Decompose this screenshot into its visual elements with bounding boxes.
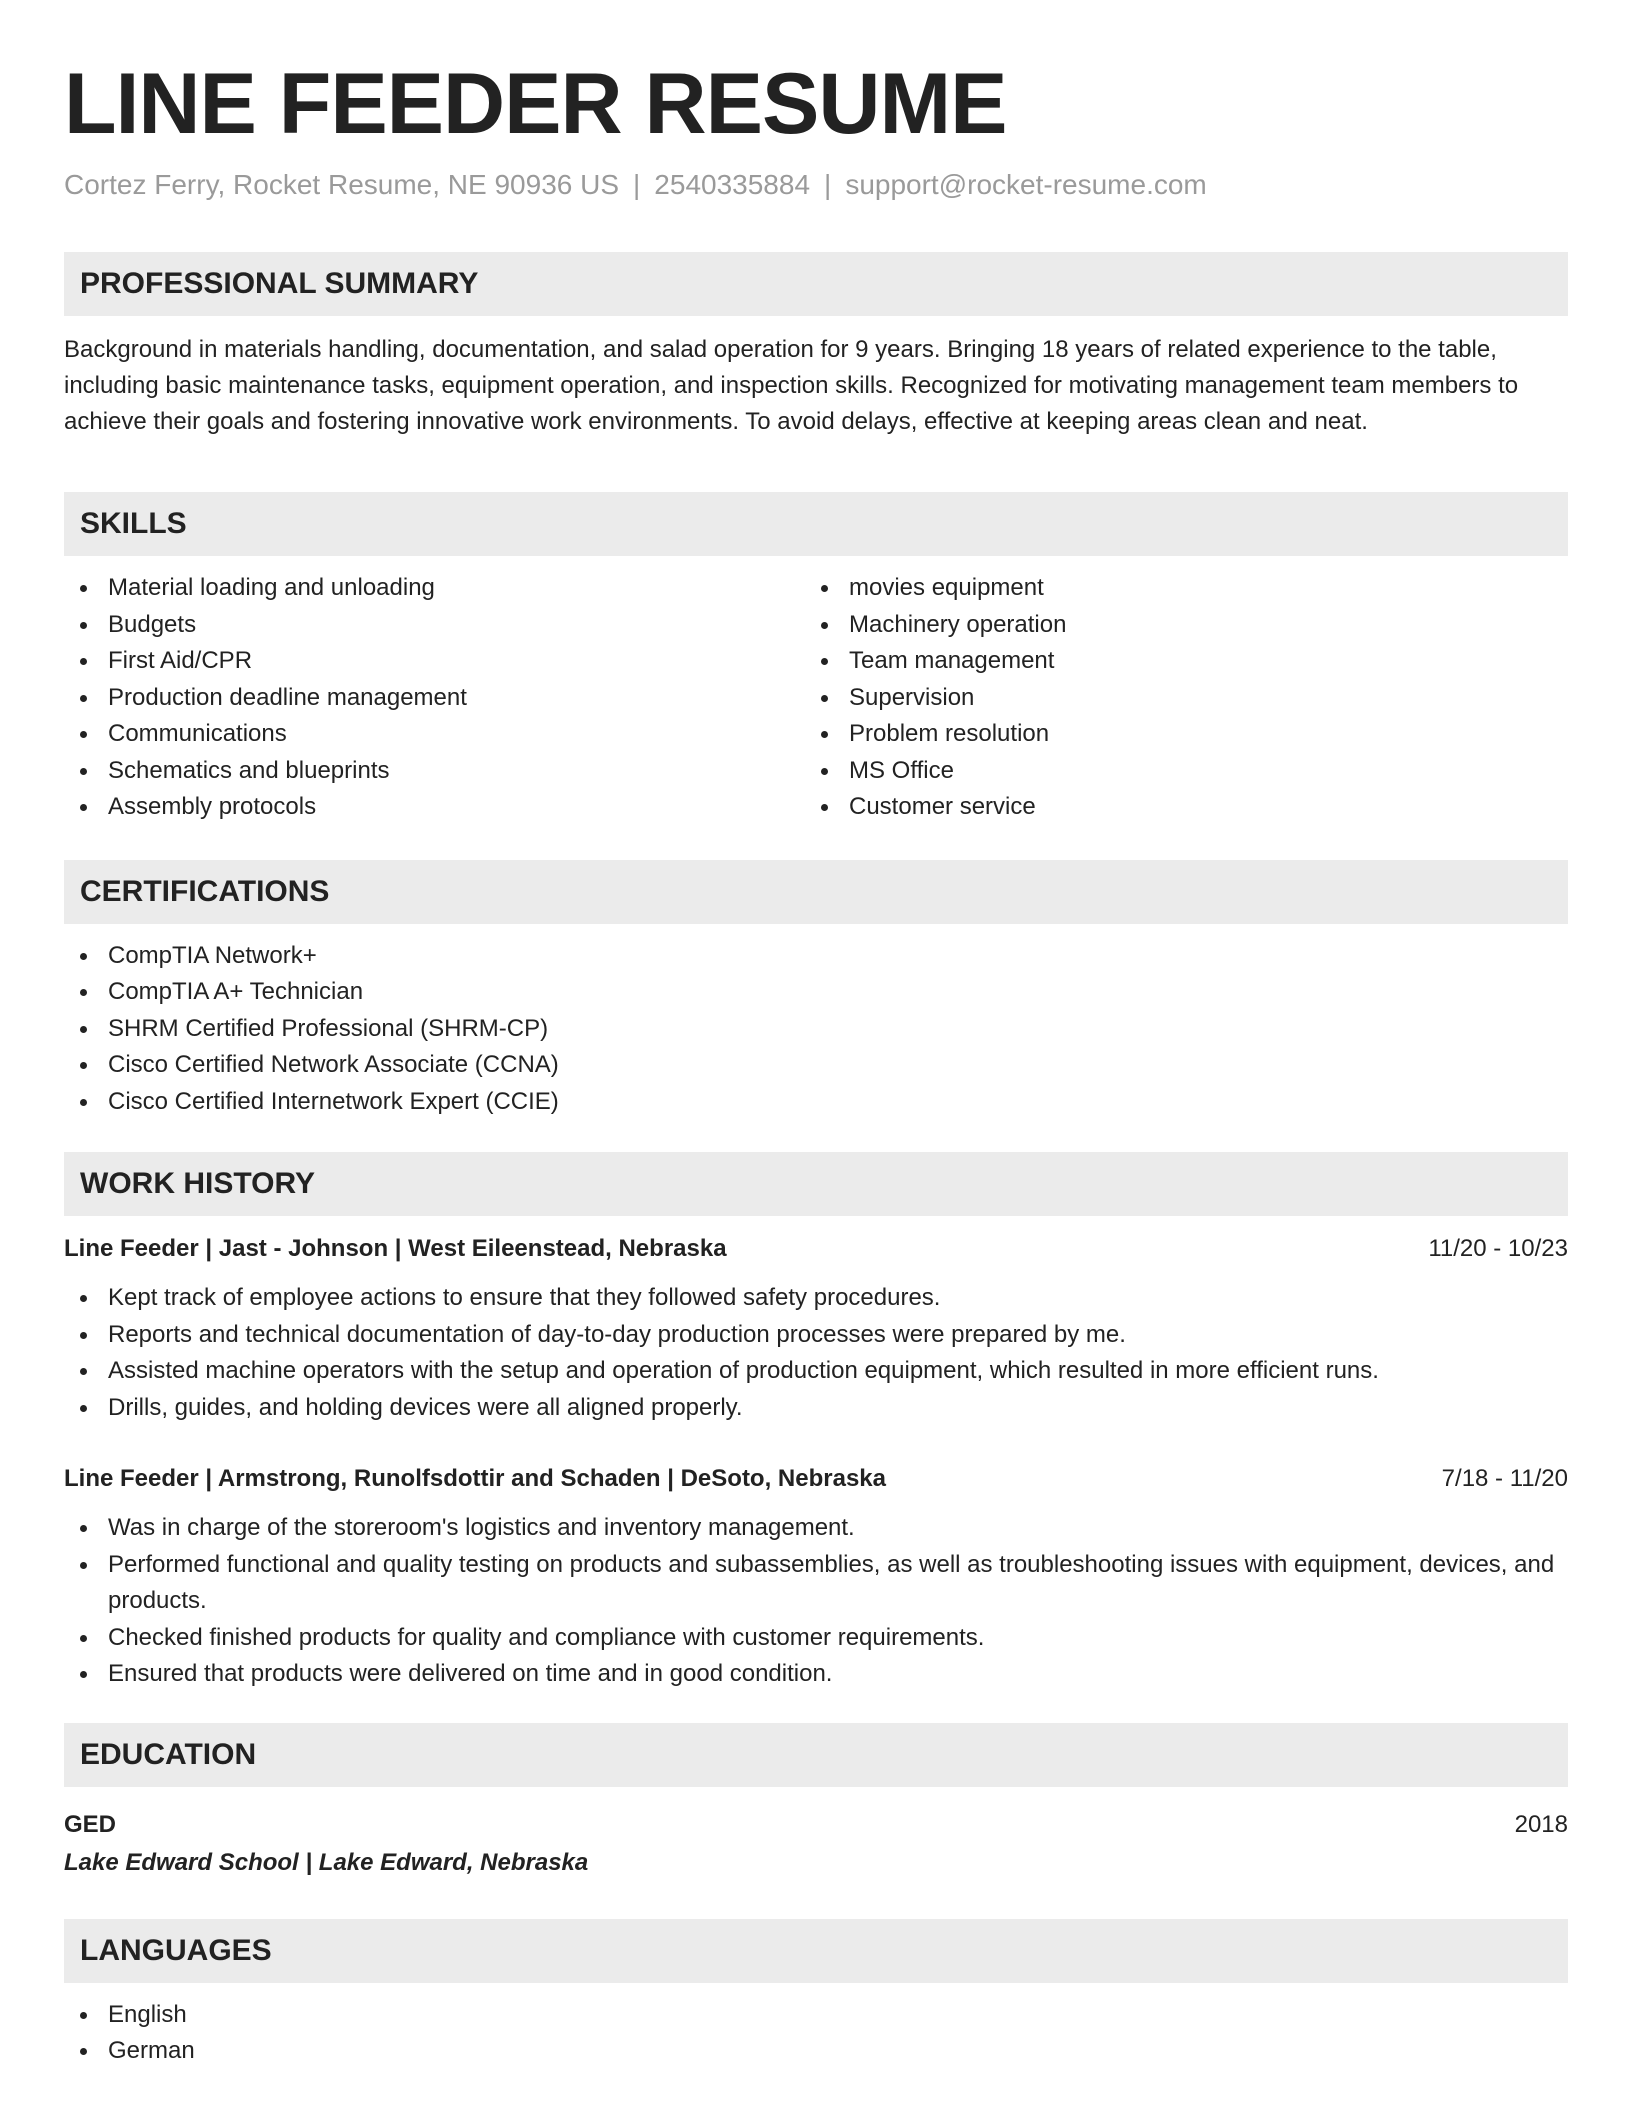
bullet-icon bbox=[80, 2012, 87, 2019]
bullet-icon bbox=[821, 622, 828, 629]
job-duties-list bbox=[64, 1280, 1568, 1426]
bullet-icon bbox=[80, 1525, 87, 1532]
job-duty-item bbox=[64, 1353, 1568, 1390]
language-label: German bbox=[108, 2037, 195, 2064]
skills-column-right bbox=[805, 570, 1546, 826]
skill-item bbox=[64, 680, 805, 717]
bullet-icon bbox=[80, 731, 87, 738]
job-duty-text: Kept track of employee actions to ensure that they followed safety procedures. bbox=[108, 1284, 941, 1311]
bullet-icon bbox=[80, 1368, 87, 1375]
bullet-icon bbox=[821, 585, 828, 592]
skills-list bbox=[64, 570, 1568, 826]
job-duty-item bbox=[64, 1390, 1568, 1427]
language-item bbox=[64, 1997, 1568, 2034]
education-entry bbox=[64, 1807, 1568, 1843]
bullet-icon bbox=[80, 989, 87, 996]
bullet-icon bbox=[80, 2048, 87, 2055]
skill-label: movies equipment bbox=[849, 574, 1044, 601]
languages-list bbox=[64, 1997, 1568, 2070]
bullet-icon bbox=[80, 953, 87, 960]
bullet-icon bbox=[80, 622, 87, 629]
job-duty-item bbox=[64, 1547, 1568, 1620]
skill-label: Material loading and unloading bbox=[108, 574, 435, 601]
bullet-icon bbox=[80, 1671, 87, 1678]
certification-label: CompTIA A+ Technician bbox=[108, 978, 364, 1005]
bullet-icon bbox=[80, 1635, 87, 1642]
certification-label: Cisco Certified Internetwork Expert (CCIE) bbox=[108, 1087, 559, 1115]
contact-line bbox=[64, 168, 1568, 202]
skill-item bbox=[805, 789, 1546, 826]
education-year: 2018 bbox=[1514, 1810, 1568, 1838]
section-heading-work-history: WORK HISTORY bbox=[64, 1152, 1568, 1216]
skill-item bbox=[64, 570, 805, 607]
summary-text: Background in materials handling, documentation, and salad operation for 9 years. Bringing 18 years of related experience to the table, including basic maintenance tasks, equipment operation, and inspection skills. Recognized for motivating management team members to achieve their goals and fostering innovative work environments. To avoid delays, effective at keeping areas clean and neat. bbox=[64, 336, 1519, 435]
education-degree: GED bbox=[64, 1810, 117, 1838]
bullet-icon bbox=[821, 731, 828, 738]
section-heading-certifications: CERTIFICATIONS bbox=[64, 860, 1568, 924]
job-duty-item bbox=[64, 1280, 1568, 1317]
skills-column-left bbox=[64, 570, 805, 826]
job-duty-item bbox=[64, 1620, 1568, 1657]
section-heading-languages: LANGUAGES bbox=[64, 1919, 1568, 1983]
bullet-icon bbox=[80, 658, 87, 665]
bullet-icon bbox=[80, 804, 87, 811]
education-school: Lake Edward School | Lake Edward, Nebraska bbox=[64, 1848, 589, 1876]
bullet-icon bbox=[80, 1026, 87, 1033]
bullet-icon bbox=[821, 804, 828, 811]
job-duty-text: Checked finished products for quality and compliance with customer requirements. bbox=[108, 1623, 985, 1651]
job-duty-text: Performed functional and quality testing on products and subassemblies, as well as troubleshooting issues with equipment, devices, and products. bbox=[108, 1550, 1555, 1614]
contact-email: support@rocket-resume.com bbox=[845, 169, 1207, 200]
job-duty-text: Reports and technical documentation of day-to-day production processes were prepared by me. bbox=[108, 1320, 1126, 1348]
skill-item bbox=[64, 789, 805, 826]
resume-title: LINE FEEDER RESUME bbox=[64, 56, 1007, 152]
skill-label: Problem resolution bbox=[849, 720, 1050, 747]
skill-label: Communications bbox=[108, 720, 287, 747]
job-title: Line Feeder | Jast - Johnson | West Eileenstead, Nebraska bbox=[64, 1235, 727, 1262]
section-heading-summary: PROFESSIONAL SUMMARY bbox=[64, 252, 1568, 316]
bullet-icon bbox=[80, 1562, 87, 1569]
skill-label: MS Office bbox=[849, 756, 954, 784]
job-duties-list bbox=[64, 1510, 1568, 1693]
bullet-icon bbox=[80, 1062, 87, 1069]
skill-label: Assembly protocols bbox=[108, 793, 317, 820]
bullet-icon bbox=[80, 695, 87, 702]
contact-phone: 2540335884 bbox=[654, 169, 811, 200]
certification-item bbox=[64, 1011, 1568, 1048]
language-item bbox=[64, 2033, 1568, 2070]
job-duty-item bbox=[64, 1510, 1568, 1547]
certification-item bbox=[64, 1047, 1568, 1084]
certification-label: Cisco Certified Network Associate (CCNA) bbox=[108, 1051, 559, 1078]
section-heading-education: EDUCATION bbox=[64, 1723, 1568, 1787]
skill-item bbox=[805, 716, 1546, 753]
skill-item bbox=[64, 643, 805, 680]
skill-item bbox=[64, 607, 805, 644]
language-label: English bbox=[108, 2000, 187, 2028]
skill-label: Machinery operation bbox=[849, 610, 1067, 638]
job-dates: 11/20 - 10/23 bbox=[1428, 1235, 1568, 1262]
certification-item bbox=[64, 1084, 1568, 1121]
job-duty-text: Was in charge of the storeroom's logistics and inventory management. bbox=[108, 1514, 855, 1541]
skill-label: Production deadline management bbox=[108, 683, 467, 711]
job-duty-text: Ensured that products were delivered on time and in good condition. bbox=[108, 1660, 833, 1687]
certification-item bbox=[64, 938, 1568, 975]
contact-separator: | bbox=[633, 169, 641, 200]
skill-item bbox=[805, 753, 1546, 790]
skill-item bbox=[805, 680, 1546, 717]
certification-label: SHRM Certified Professional (SHRM-CP) bbox=[108, 1014, 549, 1042]
skill-label: Budgets bbox=[108, 610, 197, 638]
certification-label: CompTIA Network+ bbox=[108, 941, 317, 969]
bullet-icon bbox=[80, 1332, 87, 1339]
job-header bbox=[64, 1232, 1568, 1266]
bullet-icon bbox=[80, 1405, 87, 1412]
job-duty-item bbox=[64, 1656, 1568, 1693]
bullet-icon bbox=[821, 695, 828, 702]
bullet-icon bbox=[80, 1099, 87, 1106]
bullet-icon bbox=[80, 1295, 87, 1302]
job-title: Line Feeder | Armstrong, Runolfsdottir and Schaden | DeSoto, Nebraska bbox=[64, 1465, 886, 1492]
skill-item bbox=[64, 716, 805, 753]
job-duty-text: Assisted machine operators with the setup and operation of production equipment, which resulted in more efficient runs. bbox=[108, 1357, 1379, 1384]
bullet-icon bbox=[821, 768, 828, 775]
bullet-icon bbox=[821, 658, 828, 665]
job-dates: 7/18 - 11/20 bbox=[1441, 1465, 1568, 1492]
skill-label: Supervision bbox=[849, 683, 975, 711]
contact-separator: | bbox=[824, 169, 832, 200]
bullet-icon bbox=[80, 768, 87, 775]
job-duty-item bbox=[64, 1317, 1568, 1354]
skill-label: Customer service bbox=[849, 793, 1036, 820]
contact-address: Cortez Ferry, Rocket Resume, NE 90936 US bbox=[64, 169, 620, 200]
certifications-list bbox=[64, 938, 1568, 1121]
skill-label: First Aid/CPR bbox=[108, 647, 253, 674]
job-duty-text: Drills, guides, and holding devices were all aligned properly. bbox=[108, 1393, 743, 1421]
bullet-icon bbox=[80, 585, 87, 592]
skill-label: Schematics and blueprints bbox=[108, 756, 390, 784]
job-header bbox=[64, 1462, 1568, 1496]
skill-item bbox=[64, 753, 805, 790]
skill-label: Team management bbox=[849, 647, 1055, 674]
certification-item bbox=[64, 974, 1568, 1011]
skill-item bbox=[805, 607, 1546, 644]
section-heading-skills: SKILLS bbox=[64, 492, 1568, 556]
skill-item bbox=[805, 570, 1546, 607]
skill-item bbox=[805, 643, 1546, 680]
